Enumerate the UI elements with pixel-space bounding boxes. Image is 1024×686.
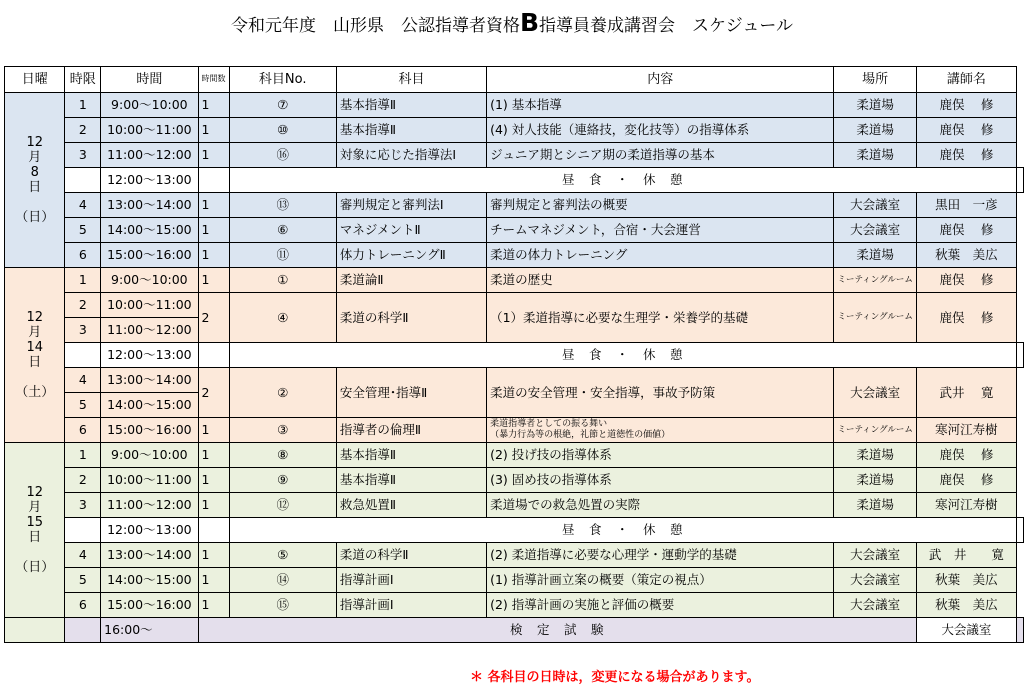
content-cell: 柔道指導者としての振る舞い （暴力行為等の根絶，礼節と道徳性の価値） <box>487 418 834 443</box>
subject-cell: 指導計画Ⅰ <box>336 593 486 618</box>
content-cell: (1) 指導計画立案の概要（策定の視点） <box>487 568 834 593</box>
subject-cell: 救急処置Ⅱ <box>336 493 486 518</box>
content-cell: 柔道の体力トレーニング <box>487 243 834 268</box>
time-cell: 11:00～12:00 <box>101 493 198 518</box>
place-cell: 大会議室 <box>834 568 916 593</box>
hours-cell: 1 <box>198 243 229 268</box>
exam-row <box>5 618 1024 643</box>
subject-cell: 基本指導Ⅱ <box>336 93 486 118</box>
hours-cell: 2 <box>198 368 229 418</box>
lunch-row <box>5 343 1024 368</box>
time-cell: 11:00～12:00 <box>101 143 198 168</box>
place-cell: 大会議室 <box>834 593 916 618</box>
subject-cell: マネジメントⅡ <box>336 218 486 243</box>
subject-cell: 安全管理･指導Ⅱ <box>336 368 486 418</box>
table-row <box>5 493 1024 518</box>
place-cell: ミーティングルーム <box>834 293 916 343</box>
content-cell: (4) 対人技能（連絡技，変化技等）の指導体系 <box>487 118 834 143</box>
time-cell: 14:00～15:00 <box>101 568 198 593</box>
subject-cell: 体力トレーニングⅡ <box>336 243 486 268</box>
period-cell: 2 <box>65 118 101 143</box>
period-cell: 3 <box>65 493 101 518</box>
time-cell: 9:00～10:00 <box>101 443 198 468</box>
lecturer-cell: 鹿俣 修 <box>916 93 1016 118</box>
header-period: 時限 <box>65 67 101 93</box>
header-hours: 時間数 <box>198 67 229 93</box>
period-cell: 6 <box>65 418 101 443</box>
place-cell: 柔道場 <box>834 243 916 268</box>
subject-cell: 柔道の科学Ⅱ <box>336 293 486 343</box>
period-cell: 4 <box>65 368 101 393</box>
subject-no-cell: ④ <box>229 293 336 343</box>
hours-cell: 1 <box>198 93 229 118</box>
lecturer-cell: 武井 寛 <box>916 368 1016 418</box>
content-cell: 柔道の安全管理・安全指導，事故予防策 <box>487 368 834 418</box>
period-cell: 5 <box>65 393 101 418</box>
subject-no-cell: ② <box>229 368 336 418</box>
subject-cell: 対象に応じた指導法Ⅰ <box>336 143 486 168</box>
hours-cell: 1 <box>198 418 229 443</box>
subject-cell: 指導者の倫理Ⅱ <box>336 418 486 443</box>
table-row <box>5 143 1024 168</box>
subject-cell: 基本指導Ⅱ <box>336 118 486 143</box>
period-cell: 1 <box>65 268 101 293</box>
place-cell: 大会議室 <box>834 368 916 418</box>
table-row <box>5 543 1024 568</box>
place-cell: 柔道場 <box>834 493 916 518</box>
subject-no-cell: ⑮ <box>229 593 336 618</box>
lunch-row <box>5 518 1024 543</box>
subject-cell: 柔道論Ⅱ <box>336 268 486 293</box>
table-row <box>5 293 1024 318</box>
content-cell: 柔道場での救急処置の実際 <box>487 493 834 518</box>
lecturer-cell: 鹿俣 修 <box>916 268 1016 293</box>
subject-no-cell: ⑫ <box>229 493 336 518</box>
period-cell: 6 <box>65 243 101 268</box>
hours-cell: 1 <box>198 193 229 218</box>
lecturer-cell: 鹿俣 修 <box>916 143 1016 168</box>
time-cell: 15:00～16:00 <box>101 593 198 618</box>
hours-cell: 1 <box>198 593 229 618</box>
place-cell: 柔道場 <box>834 443 916 468</box>
lunch-label: 昼 食 ・ 休 憩 <box>229 343 1016 368</box>
subject-no-cell: ⑯ <box>229 143 336 168</box>
exam-place: 大会議室 <box>916 618 1016 643</box>
hours-cell: 1 <box>198 443 229 468</box>
lecturer-cell: 黒田 一彦 <box>916 193 1016 218</box>
place-cell: 柔道場 <box>834 93 916 118</box>
header-day: 日曜 <box>5 67 65 93</box>
hours-cell: 2 <box>198 293 229 343</box>
subject-no-cell: ⑧ <box>229 443 336 468</box>
table-row <box>5 193 1024 218</box>
subject-no-cell: ⑤ <box>229 543 336 568</box>
place-cell: ミーティングルーム <box>834 268 916 293</box>
content-cell: （1）柔道指導に必要な生理学・栄養学的基礎 <box>487 293 834 343</box>
exam-time: 16:00～ <box>101 618 198 643</box>
place-cell: 柔道場 <box>834 468 916 493</box>
lecturer-cell: 寒河江寿樹 <box>916 493 1016 518</box>
table-row <box>5 368 1024 393</box>
lecturer-cell: 武 井 寛 <box>916 543 1016 568</box>
time-cell: 12:00～13:00 <box>101 518 198 543</box>
exam-label: 検 定 試 験 <box>198 618 916 643</box>
period-cell: 1 <box>65 93 101 118</box>
lecturer-cell: 秋葉 美広 <box>916 568 1016 593</box>
content-cell: (1) 基本指導 <box>487 93 834 118</box>
period-cell: 3 <box>65 143 101 168</box>
hours-cell: 1 <box>198 118 229 143</box>
subject-cell: 柔道の科学Ⅱ <box>336 543 486 568</box>
hours-cell: 1 <box>198 543 229 568</box>
content-cell: (2) 指導計画の実施と評価の概要 <box>487 593 834 618</box>
header-place: 場所 <box>834 67 916 93</box>
content-cell: (2) 投げ技の指導体系 <box>487 443 834 468</box>
period-cell: 5 <box>65 218 101 243</box>
place-cell: 大会議室 <box>834 543 916 568</box>
day-cell-3: 12 月 15 日 （日） <box>5 443 65 618</box>
hours-cell: 1 <box>198 568 229 593</box>
table-row <box>5 468 1024 493</box>
subject-no-cell: ③ <box>229 418 336 443</box>
hours-cell: 1 <box>198 468 229 493</box>
day-cell-1: 12 月 8 日 （日） <box>5 93 65 268</box>
time-cell: 15:00～16:00 <box>101 418 198 443</box>
lecturer-cell: 鹿俣 修 <box>916 293 1016 343</box>
header-row <box>5 67 1024 93</box>
subject-no-cell: ⑪ <box>229 243 336 268</box>
period-cell: 2 <box>65 468 101 493</box>
subject-cell: 指導計画Ⅰ <box>336 568 486 593</box>
lecturer-cell: 鹿俣 修 <box>916 443 1016 468</box>
subject-no-cell: ⑩ <box>229 118 336 143</box>
time-cell: 12:00～13:00 <box>101 343 198 368</box>
lecturer-cell: 秋葉 美広 <box>916 243 1016 268</box>
lecturer-cell: 鹿俣 修 <box>916 218 1016 243</box>
header-lecturer: 講師名 <box>916 67 1016 93</box>
content-cell: (2) 柔道指導に必要な心理学・運動学的基礎 <box>487 543 834 568</box>
period-cell: 2 <box>65 293 101 318</box>
subject-no-cell: ① <box>229 268 336 293</box>
time-cell: 11:00～12:00 <box>101 318 198 343</box>
page-title: 令和元年度 山形県 公認指導者資格B指導員養成講習会 スケジュール <box>230 8 794 37</box>
hours-cell: 1 <box>198 218 229 243</box>
time-cell: 14:00～15:00 <box>101 393 198 418</box>
content-cell: 柔道の歴史 <box>487 268 834 293</box>
table-row <box>5 118 1024 143</box>
day-cell-2: 12 月 14 日 （土） <box>5 268 65 443</box>
time-cell: 15:00～16:00 <box>101 243 198 268</box>
header-subject-no: 科目No. <box>229 67 336 93</box>
time-cell: 9:00～10:00 <box>101 93 198 118</box>
time-cell: 10:00～11:00 <box>101 293 198 318</box>
time-cell: 13:00～14:00 <box>101 193 198 218</box>
time-cell: 10:00～11:00 <box>101 118 198 143</box>
subject-no-cell: ⑨ <box>229 468 336 493</box>
place-cell: 大会議室 <box>834 218 916 243</box>
content-cell: チームマネジメント，合宿・大会運営 <box>487 218 834 243</box>
table-row <box>5 268 1024 293</box>
time-cell: 13:00～14:00 <box>101 368 198 393</box>
subject-cell: 審判規定と審判法Ⅰ <box>336 193 486 218</box>
lunch-label: 昼 食 ・ 休 憩 <box>229 168 1016 193</box>
period-cell: 4 <box>65 193 101 218</box>
place-cell: ミーティングルーム <box>834 418 916 443</box>
place-cell: 大会議室 <box>834 193 916 218</box>
subject-no-cell: ⑬ <box>229 193 336 218</box>
content-cell: 審判規定と審判法の概要 <box>487 193 834 218</box>
table-row <box>5 568 1024 593</box>
place-cell: 柔道場 <box>834 143 916 168</box>
header-content: 内容 <box>487 67 834 93</box>
place-cell: 柔道場 <box>834 118 916 143</box>
header-subject: 科目 <box>336 67 486 93</box>
schedule-table <box>4 66 1024 643</box>
period-cell: 1 <box>65 443 101 468</box>
subject-cell: 基本指導Ⅱ <box>336 443 486 468</box>
subject-no-cell: ⑥ <box>229 218 336 243</box>
time-cell: 13:00～14:00 <box>101 543 198 568</box>
period-cell: 5 <box>65 568 101 593</box>
table-row <box>5 93 1024 118</box>
time-cell: 9:00～10:00 <box>101 268 198 293</box>
subject-no-cell: ⑭ <box>229 568 336 593</box>
subject-cell: 基本指導Ⅱ <box>336 468 486 493</box>
lecturer-cell: 寒河江寿樹 <box>916 418 1016 443</box>
hours-cell: 1 <box>198 143 229 168</box>
period-cell: 3 <box>65 318 101 343</box>
period-cell: 6 <box>65 593 101 618</box>
lunch-row <box>5 168 1024 193</box>
content-cell: ジュニア期とシニア期の柔道指導の基本 <box>487 143 834 168</box>
lunch-label: 昼 食 ・ 休 憩 <box>229 518 1016 543</box>
lecturer-cell: 秋葉 美広 <box>916 593 1016 618</box>
lecturer-cell: 鹿俣 修 <box>916 118 1016 143</box>
time-cell: 14:00～15:00 <box>101 218 198 243</box>
header-time: 時間 <box>101 67 198 93</box>
lecturer-cell: 鹿俣 修 <box>916 468 1016 493</box>
table-row <box>5 218 1024 243</box>
content-cell: (3) 固め技の指導体系 <box>487 468 834 493</box>
hours-cell: 1 <box>198 268 229 293</box>
table-row <box>5 418 1024 443</box>
footnote: ＊ 各科目の日時は，変更になる場合があります。 <box>470 670 760 685</box>
table-row <box>5 443 1024 468</box>
time-cell: 10:00～11:00 <box>101 468 198 493</box>
table-row <box>5 593 1024 618</box>
time-cell: 12:00～13:00 <box>101 168 198 193</box>
subject-no-cell: ⑦ <box>229 93 336 118</box>
table-row <box>5 243 1024 268</box>
hours-cell: 1 <box>198 493 229 518</box>
period-cell: 4 <box>65 543 101 568</box>
